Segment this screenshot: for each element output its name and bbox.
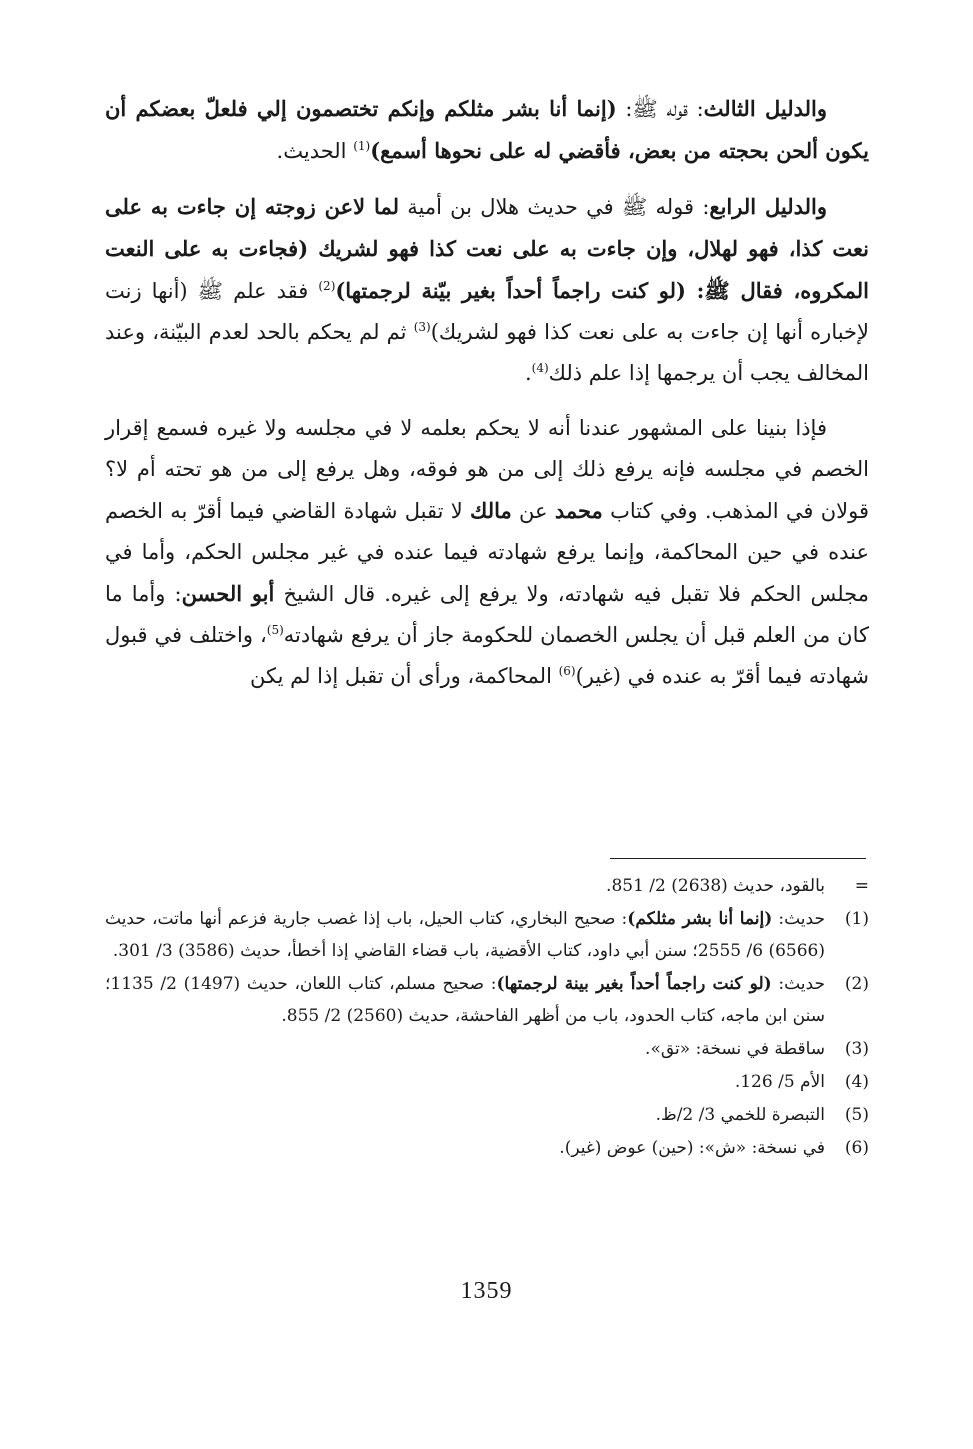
footnote-ref-4: (4)	[531, 361, 549, 375]
footnote-5	[105, 1099, 869, 1131]
footnote-text: ساقطة في نسخة: «تق».	[645, 1039, 825, 1059]
fourth-evidence-hadith: لما لاعن زوجته إن جاءت به على نعت كذا، فهو لهلال، وإن جاءت به على نعت كذا فهو لشريك (فجاءت به على النعت المكروه، فقال ﷺ: (لو كنت راجماً أحداً بغير بيّنة لرجمتها)	[105, 194, 869, 303]
footnote-text: حديث: (إنما أنا بشر مثلكم): صحيح البخاري، كتاب الحيل، باب إذا غصب جارية فزعم أنها ماتت، حديث (6566) 6/ 2555؛ سنن أبي داود، كتاب الأقضية، باب قضاء القاضي إذا أخطأ، حديث (3586) 3/ 301.	[105, 909, 825, 961]
footnote-continuation	[105, 870, 869, 902]
ruling-text-4: : وأما ما كان من العلم قبل أن يجلس الخصمان للحكومة جاز أن يرفع شهادته	[105, 582, 869, 647]
footnote-text: بالقود، حديث (2638) 2/ 851.	[606, 876, 825, 896]
footnote-ref-6: (6)	[558, 664, 576, 678]
paragraph-fourth-evidence	[105, 186, 869, 394]
fourth-evidence-heading: والدليل الرابع	[709, 194, 827, 219]
ruling-text-5: ، واختلف في قبول شهادته فيما أقرّ به عنده في (غير)	[105, 623, 869, 688]
footnotes	[105, 870, 869, 1165]
ruling-text-2: عن	[511, 499, 555, 523]
footnote-text: الأم 5/ 126.	[734, 1072, 825, 1092]
fourth-evidence-text-2: ثم لم يحكم بالحد لعدم البيّنة، وعند المخالف يجب أن يرجمها إذا علم ذلك	[105, 320, 869, 385]
footnote-ref-1: (1)	[353, 139, 371, 153]
footnote-3	[105, 1033, 869, 1065]
footnote-text: حديث: (لو كنت راجماً أحداً بغير بينة لرجمتها): صحيح مسلم، كتاب اللعان، حديث (1497) 2/ 1135؛ سنن ابن ماجه، كتاب الحدود، باب من أظهر الفاحشة، حديث (2560) 2/ 855.	[105, 974, 825, 1026]
footnote-number: (1)	[844, 909, 869, 929]
name-abu-al-hasan: أبو الحسن	[181, 581, 275, 606]
ruling-text-6: المحاكمة، ورأى أن تقبل إذا لم يكن	[250, 664, 559, 688]
footnote-number: (4)	[844, 1072, 869, 1092]
footnote-2	[105, 968, 869, 1032]
name-muhammad: محمد	[554, 498, 603, 523]
page-number: 1359	[460, 1278, 513, 1304]
footnote-number: (6)	[844, 1138, 869, 1158]
footnote-ref-2: (2)	[318, 279, 336, 293]
fourth-evidence-text: فقد علم ﷺ (أنها زنت لإخباره أنها إن جاءت به على نعت كذا فهو لشريك)	[105, 279, 870, 344]
main-text	[105, 88, 869, 697]
ruling-text-1: فإذا بنينا على المشهور عندنا أنه لا يحكم بعلمه لا في مجلسه ولا غيره فسمع إقرار الخصم في مجلسه فإنه يرفع ذلك إلى من هو فوقه، وهل يرفع إلى من هو تحته أم لا؟ قولان في المذهب. وفي كتاب	[105, 416, 869, 523]
footnote-1	[105, 903, 869, 967]
ruling-text-3: لا تقبل شهادة القاضي فيما أقرّ به الخصم عنده في حين المحاكمة، وإنما يرفع شهادته فيما عنده في غير مجلس الحكم، وأما في مجلس الحكم فلا تقبل فيه شهادته، ولا يرفع إلى غيره. قال الشيخ	[105, 499, 869, 606]
footnote-number: =	[854, 876, 869, 896]
paragraph-ruling	[105, 408, 869, 697]
third-evidence-heading: والدليل الثالث	[703, 96, 827, 121]
third-evidence-hadith: (إنما أنا بشر مثلكم وإنكم تختصمون إلي فلعلّ بعضكم أن يكون ألحن بحجته من بعض، فأقضي له على نحوها أسمع)	[105, 96, 869, 163]
footnote-4	[105, 1066, 869, 1098]
footnote-text: التبصرة للخمي 3/ 2/ظ.	[655, 1105, 825, 1125]
footnote-number: (5)	[844, 1105, 869, 1125]
name-malik: مالك	[470, 498, 512, 523]
footnote-number: (3)	[844, 1039, 869, 1059]
paragraph-third-evidence	[105, 88, 869, 172]
fourth-evidence-intro: : قوله ﷺ في حديث هلال بن أمية	[399, 195, 710, 219]
third-evidence-intro: : قوله ﷺ:	[616, 97, 704, 121]
footnote-separator	[610, 858, 866, 859]
footnote-text: في نسخة: «ش»: (حين) عوض (غير).	[559, 1138, 825, 1158]
footnote-number: (2)	[844, 974, 869, 994]
third-evidence-tail: الحديث.	[276, 139, 354, 163]
fourth-evidence-end: .	[524, 361, 532, 385]
footnote-6	[105, 1132, 869, 1164]
footnote-ref-5: (5)	[266, 623, 284, 637]
footnote-ref-3: (3)	[413, 320, 431, 334]
